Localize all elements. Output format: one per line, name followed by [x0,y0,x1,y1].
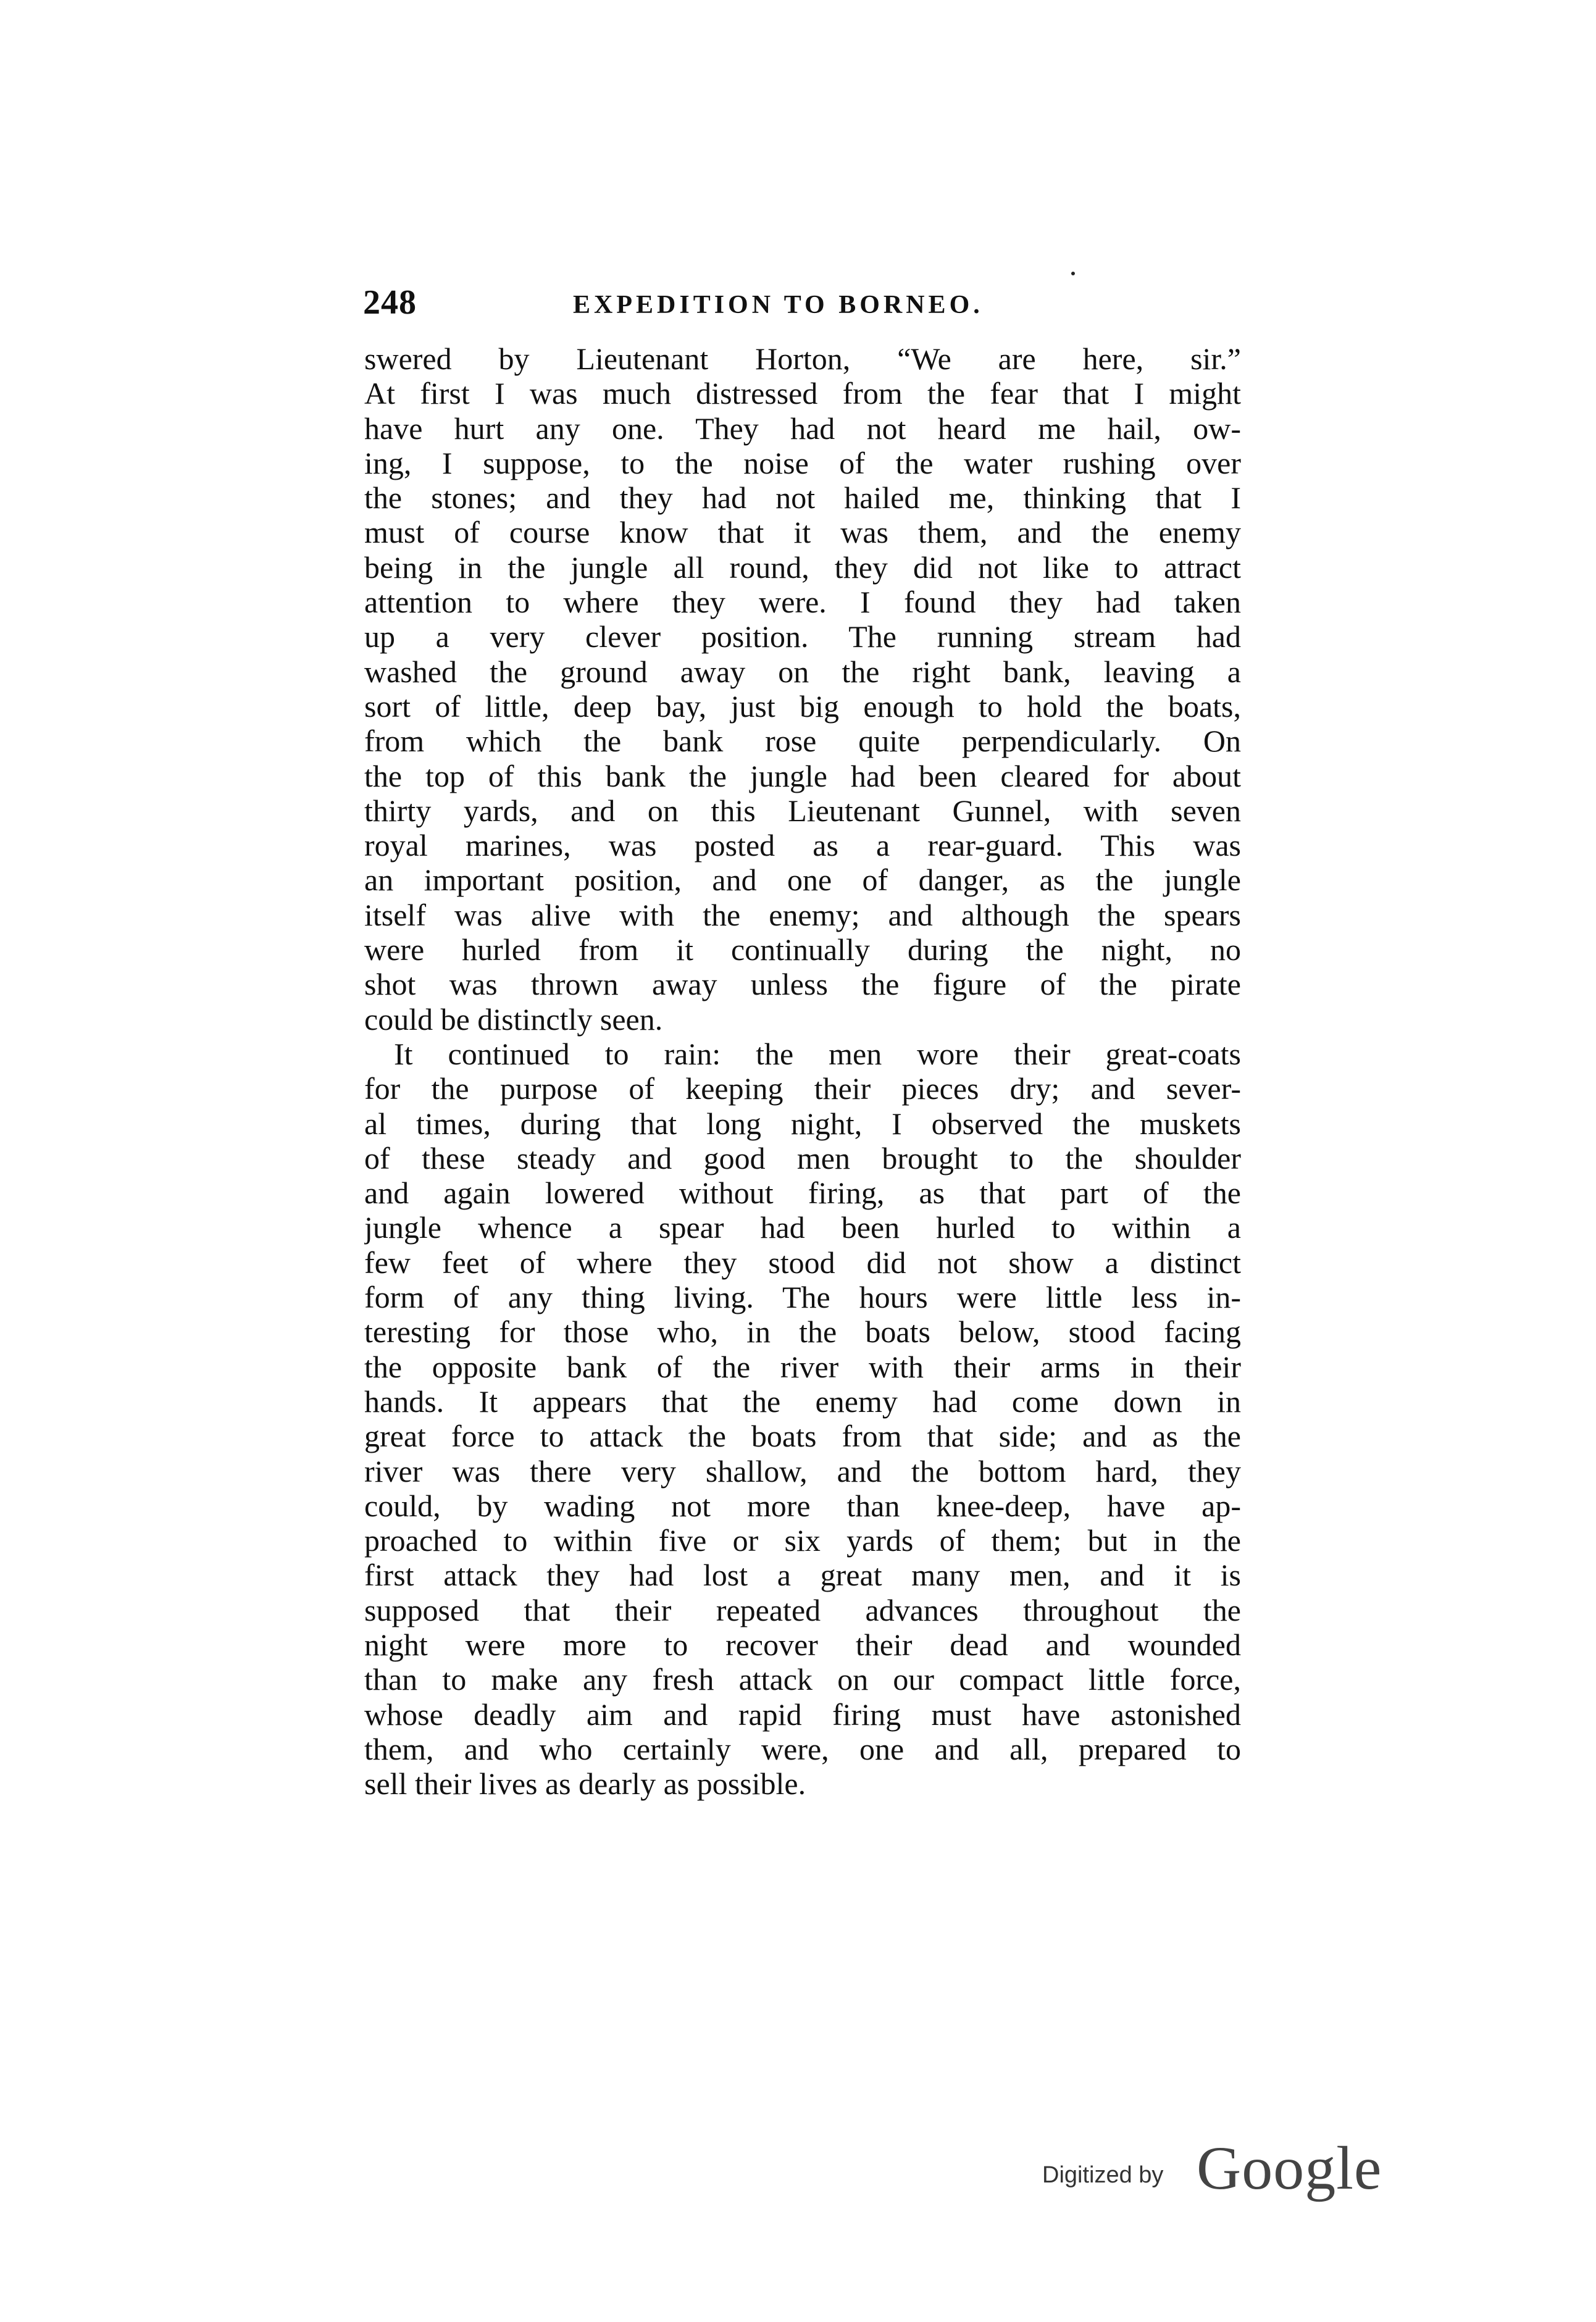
text-line: itself was alive with the enemy; and although the spears [364,897,1241,932]
text-line: and again lowered without firing, as that part of the [364,1176,1241,1211]
print-speck [1071,272,1075,275]
text-line: proached to within five or six yards of them; but in the [364,1523,1241,1558]
text-line: great force to attack the boats from that side; and as the [364,1419,1241,1454]
text-line: up a very clever position. The running stream had [364,619,1241,654]
text-line: than to make any fresh attack on our compact little force, [364,1662,1241,1697]
text-line: could be distinctly seen. [364,1001,663,1037]
watermark-prefix: Digitized by [1042,2162,1164,2188]
text-line: sell their lives as dearly as possible. [364,1766,806,1802]
text-line: night were more to recover their dead and wounded [364,1627,1241,1662]
page-header [363,281,1240,324]
text-line: them, and who certainly were, one and all, prepared to [364,1731,1241,1766]
text-line: teresting for those who, in the boats below, stood facing [364,1314,1241,1350]
text-line: few feet of where they stood did not show a distinct [364,1245,1241,1280]
text-line: whose deadly aim and rapid firing must have astonished [364,1697,1241,1732]
text-line: At first I was much distressed from the fear that I might [364,376,1241,411]
text-line: jungle whence a spear had been hurled to within a [364,1210,1241,1245]
text-line: washed the ground away on the right bank, leaving a [364,654,1241,689]
text-line: sort of little, deep bay, just big enough to hold the boats, [364,688,1241,724]
text-line: shot was thrown away unless the figure of the pirate [364,967,1241,1002]
text-line: first attack they had lost a great many men, and it is [364,1558,1241,1593]
text-line: for the purpose of keeping their pieces dry; and sever- [364,1071,1241,1106]
text-line: al times, during that long night, I observed the muskets [364,1106,1241,1141]
text-line: being in the jungle all round, they did not like to attract [364,549,1241,585]
text-line: the top of this bank the jungle had been cleared for about [364,758,1241,793]
text-line: supposed that their repeated advances throughout the [364,1592,1241,1627]
text-line: It continued to rain: the men wore their great-coats [394,1036,1241,1071]
text-line: must of course know that it was them, and the enemy [364,515,1241,550]
text-line: hands. It appears that the enemy had come down in [364,1384,1241,1419]
google-logo: Google [1197,2134,1382,2202]
text-line: attention to where they were. I found they had taken [364,585,1241,620]
text-line: an important position, and one of danger, as the jungle [364,862,1241,898]
text-line: swered by Lieutenant Horton, “We are here, sir.” [364,341,1241,376]
running-title: EXPEDITION TO BORNEO. [573,291,984,319]
text-line: thirty yards, and on this Lieutenant Gunnel, with seven [364,793,1241,828]
body-text [364,341,1241,1801]
text-line: river was there very shallow, and the bottom hard, they [364,1453,1241,1489]
text-line: of these steady and good men brought to the shoulder [364,1140,1241,1176]
text-line: form of any thing living. The hours were little less in- [364,1280,1241,1315]
digitized-watermark [1042,2134,1388,2205]
page-number: 248 [363,283,417,322]
text-line: the stones; and they had not hailed me, thinking that I [364,480,1241,516]
text-line: the opposite bank of the river with their arms in their [364,1349,1241,1384]
text-line: could, by wading not more than knee-deep, have ap- [364,1488,1241,1523]
text-line: ing, I suppose, to the noise of the water rushing over [364,445,1241,480]
text-line: were hurled from it continually during the night, no [364,932,1241,967]
text-line: have hurt any one. They had not heard me hail, ow- [364,411,1241,446]
text-line: royal marines, was posted as a rear-guard. This was [364,828,1241,863]
text-line: from which the bank rose quite perpendicularly. On [364,724,1241,759]
